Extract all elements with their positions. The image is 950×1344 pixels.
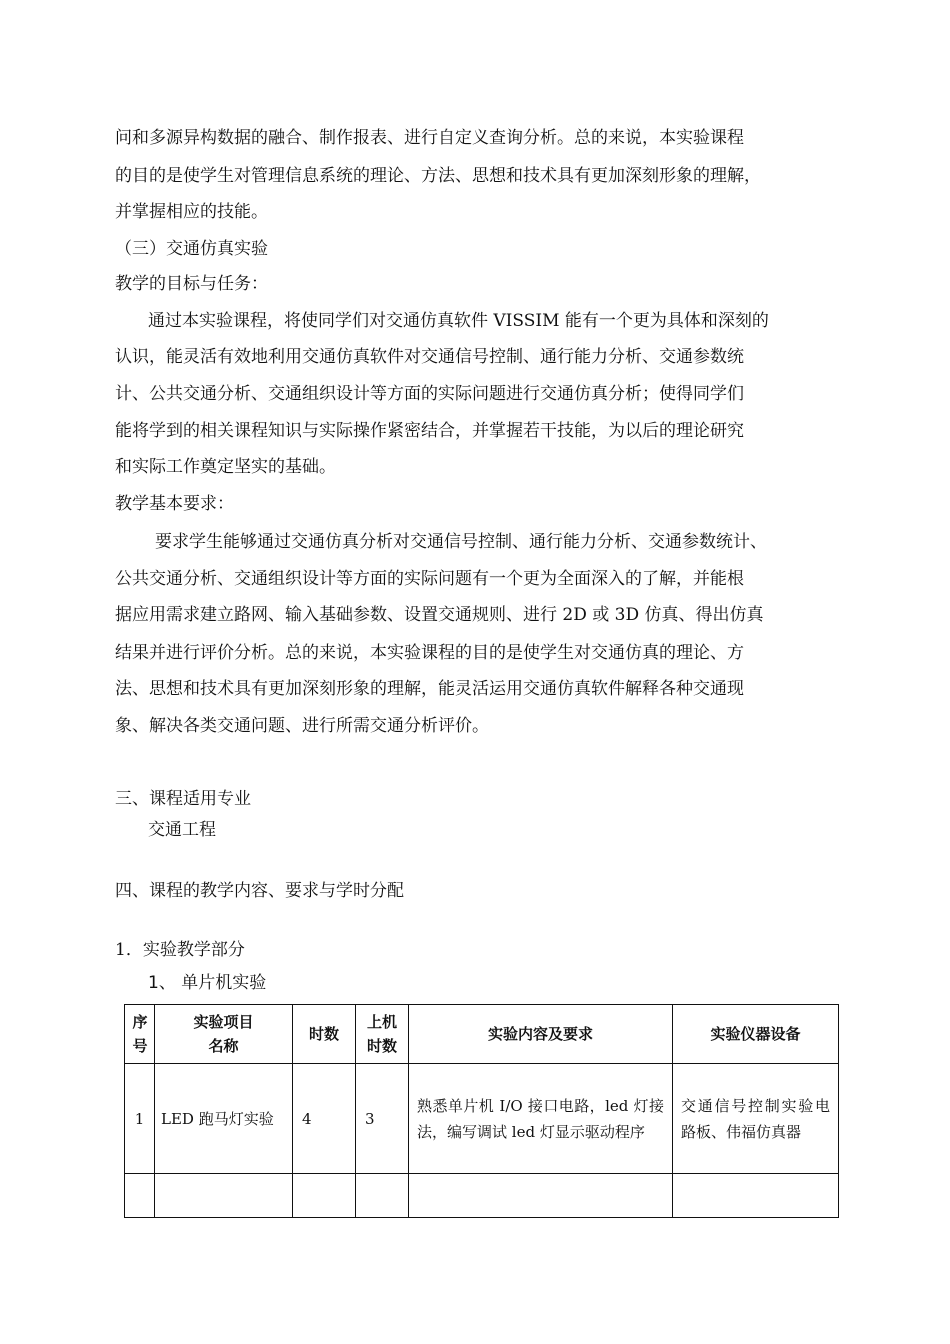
cell-machine-hours — [356, 1174, 409, 1218]
header-equipment: 实验仪器设备 — [673, 1005, 839, 1064]
paragraph-line: 能将学到的相关课程知识与实际操作紧密结合，并掌握若干技能，为以后的理论研究 — [115, 421, 744, 441]
paragraph-line: 计、公共交通分析、交通组织设计等方面的实际问题进行交通仿真分析；使得同学们 — [115, 384, 744, 404]
section-heading-traffic-simulation: （三）交通仿真实验 — [115, 239, 268, 259]
header-content: 实验内容及要求 — [409, 1005, 673, 1064]
paragraph-line: 通过本实验课程，将使同学们对交通仿真软件 VISSIM 能有一个更为具体和深刻的 — [148, 311, 769, 331]
cell-content — [409, 1174, 673, 1218]
paragraph-line: 并掌握相应的技能。 — [115, 202, 268, 222]
paragraph-line: 公共交通分析、交通组织设计等方面的实际问题有一个更为全面深入的了解，并能根 — [115, 569, 744, 589]
section-3-title: 三、课程适用专业 — [115, 789, 251, 809]
cell-hours — [293, 1174, 356, 1218]
experiment-table — [124, 1004, 839, 1218]
cell-content: 熟悉单片机 I/O 接口电路，led 灯接法，编写调试 led 灯显示驱动程序 — [409, 1064, 673, 1174]
header-machine-hours — [356, 1005, 409, 1064]
experiment-table-wrapper — [124, 1004, 838, 1218]
section-3-content: 交通工程 — [148, 820, 216, 840]
header-seq — [125, 1005, 155, 1064]
cell-equipment: 交通信号控制实验电路板、伟福仿真器 — [673, 1064, 839, 1174]
cell-hours: 4 — [293, 1064, 356, 1174]
header-name-label: 实验项目名称 — [193, 1013, 254, 1055]
header-name — [155, 1005, 293, 1064]
paragraph-line: 的目的是使学生对管理信息系统的理论、方法、思想和技术具有更加深刻形象的理解， — [115, 166, 761, 186]
table-row — [125, 1174, 839, 1218]
subsection-mcu-experiment: 1、 单片机实验 — [148, 973, 267, 993]
cell-seq — [125, 1174, 155, 1218]
paragraph-line: 象、解决各类交通问题、进行所需交通分析评价。 — [115, 716, 489, 736]
section-4-title: 四、课程的教学内容、要求与学时分配 — [115, 881, 404, 901]
header-seq-label: 序号 — [132, 1013, 148, 1055]
paragraph-line: 据应用需求建立路网、输入基础参数、设置交通规则、进行 2D 或 3D 仿真、得出仿真 — [115, 605, 764, 625]
cell-seq: 1 — [125, 1064, 155, 1174]
cell-machine-hours: 3 — [356, 1064, 409, 1174]
paragraph-line: 法、思想和技术具有更加深刻形象的理解，能灵活运用交通仿真软件解释各种交通现 — [115, 679, 744, 699]
paragraph-line: 要求学生能够通过交通仿真分析对交通信号控制、通行能力分析、交通参数统计、 — [155, 532, 767, 552]
cell-name — [155, 1174, 293, 1218]
goal-label: 教学的目标与任务： — [115, 274, 268, 294]
cell-name: LED 跑马灯实验 — [155, 1064, 293, 1174]
paragraph-line: 认识，能灵活有效地利用交通仿真软件对交通信号控制、通行能力分析、交通参数统 — [115, 347, 744, 367]
table-header-row — [125, 1005, 839, 1064]
paragraph-line: 结果并进行评价分析。总的来说，本实验课程的目的是使学生对交通仿真的理论、方 — [115, 643, 744, 663]
header-hours: 时数 — [293, 1005, 356, 1064]
cell-equipment — [673, 1174, 839, 1218]
table-row — [125, 1064, 839, 1174]
subsection-experimental-teaching: 1．实验教学部分 — [115, 940, 245, 960]
paragraph-line: 和实际工作奠定坚实的基础。 — [115, 457, 336, 477]
requirements-label: 教学基本要求： — [115, 494, 234, 514]
paragraph-line: 问和多源异构数据的融合、制作报表、进行自定义查询分析。总的来说，本实验课程 — [115, 128, 744, 148]
header-machine-label: 上机时数 — [366, 1013, 397, 1055]
